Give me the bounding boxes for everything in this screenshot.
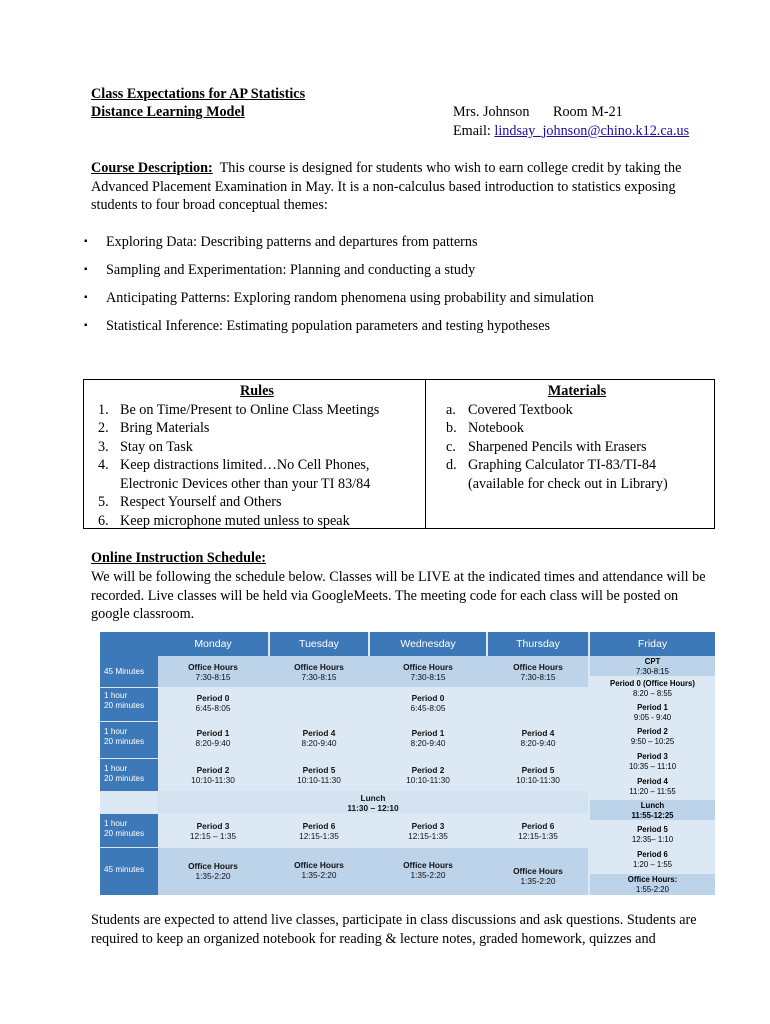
bullet-icon: ▪ xyxy=(84,292,88,303)
schedule-cell: Office Hours 7:30-8:15 xyxy=(513,662,563,682)
rules-column xyxy=(98,382,416,530)
day-header-tuesday: Tuesday xyxy=(270,632,368,656)
list-item: ▪ Statistical Inference: Estimating population parameters and testing hypotheses xyxy=(84,318,551,334)
list-item: b. Notebook xyxy=(446,420,524,436)
schedule-cell: Period 4 8:20-9:40 xyxy=(301,728,337,748)
list-item: a. Covered Textbook xyxy=(446,401,573,418)
email-line xyxy=(453,122,689,141)
email-label: Email: xyxy=(453,123,491,139)
list-item: ▪ Sampling and Experimentation: Planning and conducting a study xyxy=(84,262,476,278)
friday-cell: Lunch 11:55-12:25 xyxy=(631,801,674,820)
bullet-icon: ▪ xyxy=(84,264,88,275)
day-header-wednesday: Wednesday xyxy=(370,632,486,656)
schedule-intro-text: We will be following the schedule below. Classes will be LIVE at the indicated times and attendance will be recorded. Live classes will be held via GoogleMeets. The meeting code for each class will be posted on google classroom. xyxy=(91,569,706,622)
schedule-cell: Period 3 12:15 – 1:35 xyxy=(189,821,237,841)
friday-cell: Period 0 (Office Hours) 8:20 – 8:55 xyxy=(610,679,695,698)
schedule-cell: Period 6 12:15-1:35 xyxy=(518,821,558,841)
schedule-cell: Period 6 12:15-1:35 xyxy=(299,821,339,841)
rules-heading: Rules xyxy=(240,383,274,399)
schedule-cell: Period 1 8:20-9:40 xyxy=(410,728,446,748)
list-item: d. Graphing Calculator TI-83/TI-84 (available for check out in Library) xyxy=(446,457,668,492)
list-item: c. Sharpened Pencils with Erasers xyxy=(446,438,647,455)
bullet-icon: ▪ xyxy=(84,236,88,247)
course-description-heading: Course Description: xyxy=(91,160,213,176)
document-subtitle: Distance Learning Model xyxy=(91,104,245,120)
row-label: 1 hour 20 minutes xyxy=(100,688,158,721)
list-item: ▪ Anticipating Patterns: Exploring random phenomena using probability and simulation xyxy=(84,290,594,306)
friday-cell: Office Hours: 1:55-2:20 xyxy=(627,875,678,894)
schedule-cell: Office Hours 7:30-8:15 xyxy=(403,662,453,682)
friday-cell: Period 2 9:50 – 10:25 xyxy=(630,727,675,746)
list-item: 3. Stay on Task xyxy=(98,438,193,455)
schedule-cell: Period 5 10:10-11:30 xyxy=(516,765,560,785)
schedule-cell: Office Hours 1:35-2:20 xyxy=(294,860,344,880)
day-header-monday: Monday xyxy=(158,632,268,656)
email-link[interactable]: lindsay_johnson@chino.k12.ca.us xyxy=(494,123,690,139)
course-description-text: This course is designed for students who wish to earn college credit by taking the Advanced Placement Examination in May. It is a non-calculus based introduction to statistics exposing students to four broad conceptual themes: xyxy=(91,160,682,213)
row-label: 1 hour 20 minutes xyxy=(100,814,158,847)
course-description xyxy=(91,159,723,215)
schedule-corner xyxy=(100,632,158,656)
column-divider xyxy=(425,380,426,528)
friday-cell: Period 6 1:20 – 1:55 xyxy=(632,850,673,869)
day-header-thursday: Thursday xyxy=(488,632,588,656)
list-item: 6. Keep microphone muted unless to speak xyxy=(98,512,350,529)
list-item: 2. Bring Materials xyxy=(98,420,210,436)
lunch-cell: Lunch 11:30 – 12:10 xyxy=(347,793,399,813)
materials-list xyxy=(446,401,708,494)
friday-cell: CPT 7:30-8:15 xyxy=(636,657,669,676)
schedule-cell: Period 4 8:20-9:40 xyxy=(520,728,556,748)
list-item: 1. Be on Time/Present to Online Class Meetings xyxy=(98,401,380,418)
teacher-name: Mrs. Johnson xyxy=(453,104,530,120)
document-title: Class Expectations for AP Statistics xyxy=(91,86,306,102)
themes-list xyxy=(84,233,724,345)
room-number: Room M-21 xyxy=(553,104,623,120)
schedule-cell: Period 5 10:10-11:30 xyxy=(297,765,341,785)
schedule-cell: Office Hours 1:35-2:20 xyxy=(513,866,563,886)
schedule-cell: Period 3 12:15-1:35 xyxy=(408,821,448,841)
row-label: 45 minutes xyxy=(100,848,158,895)
schedule-cell: Period 1 8:20-9:40 xyxy=(195,728,231,748)
schedule-cell: Office Hours 1:35-2:20 xyxy=(188,861,238,881)
rules-materials-table xyxy=(83,379,715,529)
schedule-table xyxy=(100,632,715,895)
list-item: 4. Keep distractions limited…No Cell Phones, Electronic Devices other than your TI 83/84 xyxy=(98,457,371,492)
day-header-friday: Friday xyxy=(590,632,715,656)
row-label: 45 Minutes xyxy=(100,656,158,687)
schedule-cell: Period 0 6:45-8:05 xyxy=(410,693,446,713)
friday-cell: Period 3 10:35 – 11:10 xyxy=(628,752,677,771)
schedule-cell: Office Hours 1:35-2:20 xyxy=(403,860,453,880)
friday-cell: Period 4 11:20 – 11:55 xyxy=(629,777,676,796)
row-label: 1 hour 20 minutes xyxy=(100,759,158,791)
schedule-cell: Office Hours 7:30-8:15 xyxy=(188,662,238,682)
schedule-cell: Period 0 6:45-8:05 xyxy=(195,693,231,713)
materials-column xyxy=(446,382,708,493)
friday-cell: Period 1 9:05 - 9:40 xyxy=(633,703,672,722)
schedule-cell: Period 2 10:10-11:30 xyxy=(191,765,235,785)
bullet-icon: ▪ xyxy=(84,320,88,331)
list-item: ▪ Exploring Data: Describing patterns and departures from patterns xyxy=(84,234,478,250)
closing-paragraph: Students are expected to attend live classes, participate in class discussions and ask questions. Students are required to keep an organized notebook for reading & lecture notes, graded homework, quizzes and xyxy=(91,912,697,947)
friday-cell: Period 5 12:35– 1:10 xyxy=(631,825,674,844)
row-label: 1 hour 20 minutes xyxy=(100,722,158,758)
materials-heading: Materials xyxy=(547,383,607,399)
schedule-cell: Office Hours 7:30-8:15 xyxy=(294,662,344,682)
list-item: 5. Respect Yourself and Others xyxy=(98,494,282,510)
rules-list xyxy=(98,401,416,531)
schedule-heading: Online Instruction Schedule: xyxy=(91,550,267,566)
schedule-cell: Period 2 10:10-11:30 xyxy=(406,765,450,785)
